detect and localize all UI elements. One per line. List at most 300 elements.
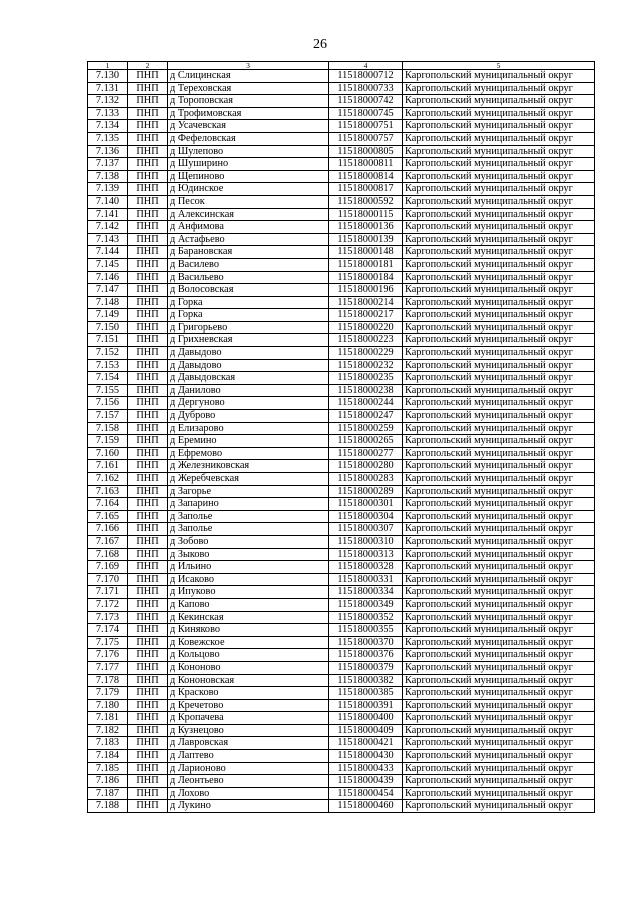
row-number-cell: 7.149: [88, 309, 128, 322]
municipal-district-cell: Каргопольский муниципальный округ: [403, 737, 595, 750]
row-number-cell: 7.175: [88, 636, 128, 649]
oktmo-code-cell: 11518000352: [329, 611, 403, 624]
municipal-district-cell: Каргопольский муниципальный округ: [403, 661, 595, 674]
settlement-name-cell: д Астафьево: [168, 233, 329, 246]
row-number-cell: 7.161: [88, 460, 128, 473]
municipal-district-cell: Каргопольский муниципальный округ: [403, 359, 595, 372]
settlement-name-cell: д Алексинская: [168, 208, 329, 221]
municipal-district-cell: Каргопольский муниципальный округ: [403, 724, 595, 737]
row-number-cell: 7.181: [88, 712, 128, 725]
row-number-cell: 7.180: [88, 699, 128, 712]
settlement-type-cell: ПНП: [128, 258, 168, 271]
table-row: [88, 460, 595, 473]
oktmo-code-cell: 11518000376: [329, 649, 403, 662]
oktmo-code-cell: 11518000421: [329, 737, 403, 750]
municipal-district-cell: Каргопольский муниципальный округ: [403, 762, 595, 775]
municipal-district-cell: Каргопольский муниципальный округ: [403, 309, 595, 322]
municipal-district-cell: Каргопольский муниципальный округ: [403, 561, 595, 574]
settlement-type-cell: ПНП: [128, 359, 168, 372]
oktmo-code-cell: 11518000430: [329, 750, 403, 763]
settlement-type-cell: ПНП: [128, 548, 168, 561]
settlement-type-cell: ПНП: [128, 561, 168, 574]
municipal-district-cell: Каргопольский муниципальный округ: [403, 296, 595, 309]
municipal-district-cell: Каргопольский муниципальный округ: [403, 183, 595, 196]
municipal-district-cell: Каргопольский муниципальный округ: [403, 473, 595, 486]
row-number-cell: 7.154: [88, 372, 128, 385]
settlement-type-cell: ПНП: [128, 170, 168, 183]
settlement-name-cell: д Леонтьево: [168, 775, 329, 788]
row-number-cell: 7.130: [88, 70, 128, 83]
settlement-name-cell: д Зыково: [168, 548, 329, 561]
table-row: [88, 762, 595, 775]
municipal-district-cell: Каргопольский муниципальный округ: [403, 221, 595, 234]
row-number-cell: 7.186: [88, 775, 128, 788]
settlement-name-cell: д Дуброво: [168, 410, 329, 423]
oktmo-code-cell: 11518000385: [329, 687, 403, 700]
table-row: [88, 535, 595, 548]
settlement-name-cell: д Анфимова: [168, 221, 329, 234]
table-row: [88, 183, 595, 196]
settlement-type-cell: ПНП: [128, 284, 168, 297]
settlement-type-cell: ПНП: [128, 221, 168, 234]
table-row: [88, 737, 595, 750]
table-row: [88, 674, 595, 687]
row-number-cell: 7.187: [88, 787, 128, 800]
oktmo-code-cell: 11518000355: [329, 624, 403, 637]
row-number-cell: 7.142: [88, 221, 128, 234]
settlement-name-cell: д Кольцово: [168, 649, 329, 662]
oktmo-code-cell: 11518000301: [329, 498, 403, 511]
oktmo-code-cell: 11518000757: [329, 132, 403, 145]
column-number-4: 4: [329, 62, 403, 70]
settlement-type-cell: ПНП: [128, 233, 168, 246]
table-row: [88, 548, 595, 561]
table-row: [88, 750, 595, 763]
municipal-district-cell: Каргопольский муниципальный округ: [403, 460, 595, 473]
oktmo-code-cell: 11518000247: [329, 410, 403, 423]
municipal-district-cell: Каргопольский муниципальный округ: [403, 510, 595, 523]
settlement-name-cell: д Василево: [168, 258, 329, 271]
table-row: [88, 573, 595, 586]
row-number-cell: 7.140: [88, 195, 128, 208]
settlement-type-cell: ПНП: [128, 649, 168, 662]
table-row: [88, 775, 595, 788]
table-row: [88, 447, 595, 460]
oktmo-code-cell: 11518000751: [329, 120, 403, 133]
table-row: [88, 787, 595, 800]
settlement-name-cell: д Заполье: [168, 523, 329, 536]
oktmo-code-cell: 11518000280: [329, 460, 403, 473]
settlement-name-cell: д Ковежское: [168, 636, 329, 649]
settlement-name-cell: д Тороповская: [168, 95, 329, 108]
table-row: [88, 523, 595, 536]
table-row: [88, 624, 595, 637]
settlement-name-cell: д Киняково: [168, 624, 329, 637]
municipal-district-cell: Каргопольский муниципальный округ: [403, 775, 595, 788]
oktmo-code-cell: 11518000115: [329, 208, 403, 221]
oktmo-code-cell: 11518000313: [329, 548, 403, 561]
table-row: [88, 82, 595, 95]
settlement-type-cell: ПНП: [128, 397, 168, 410]
municipal-district-cell: Каргопольский муниципальный округ: [403, 435, 595, 448]
row-number-cell: 7.182: [88, 724, 128, 737]
settlement-type-cell: ПНП: [128, 775, 168, 788]
oktmo-code-cell: 11518000370: [329, 636, 403, 649]
oktmo-code-cell: 11518000439: [329, 775, 403, 788]
municipal-district-cell: Каргопольский муниципальный округ: [403, 699, 595, 712]
settlement-name-cell: д Песок: [168, 195, 329, 208]
settlement-type-cell: ПНП: [128, 498, 168, 511]
oktmo-code-cell: 11518000310: [329, 535, 403, 548]
municipal-district-cell: Каргопольский муниципальный округ: [403, 347, 595, 360]
settlement-name-cell: д Слицинская: [168, 70, 329, 83]
row-number-cell: 7.160: [88, 447, 128, 460]
oktmo-code-cell: 11518000235: [329, 372, 403, 385]
row-number-cell: 7.143: [88, 233, 128, 246]
table-row: [88, 208, 595, 221]
table-row: [88, 233, 595, 246]
municipal-district-cell: Каргопольский муниципальный округ: [403, 485, 595, 498]
oktmo-code-cell: 11518000229: [329, 347, 403, 360]
oktmo-code-cell: 11518000181: [329, 258, 403, 271]
table-row: [88, 687, 595, 700]
column-number-3: 3: [168, 62, 329, 70]
municipal-district-cell: Каргопольский муниципальный округ: [403, 649, 595, 662]
row-number-cell: 7.146: [88, 271, 128, 284]
municipal-district-cell: Каргопольский муниципальный округ: [403, 132, 595, 145]
table-row: [88, 636, 595, 649]
municipal-district-cell: Каргопольский муниципальный округ: [403, 674, 595, 687]
table-row: [88, 309, 595, 322]
oktmo-code-cell: 11518000139: [329, 233, 403, 246]
settlement-type-cell: ПНП: [128, 372, 168, 385]
row-number-cell: 7.164: [88, 498, 128, 511]
settlement-type-cell: ПНП: [128, 195, 168, 208]
settlement-name-cell: д Еремино: [168, 435, 329, 448]
municipal-district-cell: Каргопольский муниципальный округ: [403, 498, 595, 511]
municipal-district-cell: Каргопольский муниципальный округ: [403, 523, 595, 536]
table-row: [88, 107, 595, 120]
oktmo-code-cell: 11518000136: [329, 221, 403, 234]
settlement-name-cell: д Шулепово: [168, 145, 329, 158]
row-number-cell: 7.151: [88, 334, 128, 347]
settlement-type-cell: ПНП: [128, 132, 168, 145]
row-number-cell: 7.167: [88, 535, 128, 548]
municipal-district-cell: Каргопольский муниципальный округ: [403, 246, 595, 259]
table-row: [88, 397, 595, 410]
row-number-cell: 7.185: [88, 762, 128, 775]
settlement-type-cell: ПНП: [128, 120, 168, 133]
settlement-type-cell: ПНП: [128, 447, 168, 460]
row-number-cell: 7.134: [88, 120, 128, 133]
table-row: [88, 498, 595, 511]
table-row: [88, 132, 595, 145]
row-number-cell: 7.184: [88, 750, 128, 763]
settlement-name-cell: д Кропачева: [168, 712, 329, 725]
row-number-cell: 7.139: [88, 183, 128, 196]
table-row: [88, 359, 595, 372]
oktmo-code-cell: 11518000328: [329, 561, 403, 574]
municipal-district-cell: Каргопольский муниципальный округ: [403, 170, 595, 183]
row-number-cell: 7.145: [88, 258, 128, 271]
row-number-cell: 7.147: [88, 284, 128, 297]
row-number-cell: 7.171: [88, 586, 128, 599]
settlement-name-cell: д Ларионово: [168, 762, 329, 775]
oktmo-code-cell: 11518000733: [329, 82, 403, 95]
row-number-cell: 7.159: [88, 435, 128, 448]
settlement-name-cell: д Ипуково: [168, 586, 329, 599]
row-number-cell: 7.132: [88, 95, 128, 108]
table-row: [88, 95, 595, 108]
municipal-district-cell: Каргопольский муниципальный округ: [403, 800, 595, 813]
municipal-district-cell: Каргопольский муниципальный округ: [403, 321, 595, 334]
municipal-district-cell: Каргопольский муниципальный округ: [403, 70, 595, 83]
row-number-cell: 7.188: [88, 800, 128, 813]
settlement-type-cell: ПНП: [128, 334, 168, 347]
settlement-type-cell: ПНП: [128, 107, 168, 120]
settlement-name-cell: д Зобово: [168, 535, 329, 548]
settlement-type-cell: ПНП: [128, 82, 168, 95]
oktmo-code-cell: 11518000331: [329, 573, 403, 586]
settlement-type-cell: ПНП: [128, 460, 168, 473]
row-number-cell: 7.153: [88, 359, 128, 372]
settlement-name-cell: д Данилово: [168, 384, 329, 397]
oktmo-code-cell: 11518000460: [329, 800, 403, 813]
settlement-name-cell: д Ильино: [168, 561, 329, 574]
settlement-name-cell: д Кононово: [168, 661, 329, 674]
settlement-name-cell: д Ефремово: [168, 447, 329, 460]
table-row: [88, 271, 595, 284]
row-number-cell: 7.168: [88, 548, 128, 561]
settlement-type-cell: ПНП: [128, 535, 168, 548]
municipal-district-cell: Каргопольский муниципальный округ: [403, 284, 595, 297]
settlement-type-cell: ПНП: [128, 347, 168, 360]
row-number-cell: 7.138: [88, 170, 128, 183]
settlement-name-cell: д Железниковская: [168, 460, 329, 473]
settlement-name-cell: д Юдинское: [168, 183, 329, 196]
oktmo-code-cell: 11518000409: [329, 724, 403, 737]
column-number-5: 5: [403, 62, 595, 70]
row-number-cell: 7.156: [88, 397, 128, 410]
row-number-cell: 7.179: [88, 687, 128, 700]
oktmo-code-cell: 11518000277: [329, 447, 403, 460]
municipal-district-cell: Каргопольский муниципальный округ: [403, 586, 595, 599]
table-row: [88, 145, 595, 158]
settlement-type-cell: ПНП: [128, 787, 168, 800]
row-number-cell: 7.135: [88, 132, 128, 145]
row-number-cell: 7.176: [88, 649, 128, 662]
table-row: [88, 561, 595, 574]
municipal-district-cell: Каргопольский муниципальный округ: [403, 195, 595, 208]
settlement-name-cell: д Давыдово: [168, 347, 329, 360]
municipal-district-cell: Каргопольский муниципальный округ: [403, 687, 595, 700]
municipal-district-cell: Каргопольский муниципальный округ: [403, 624, 595, 637]
column-number-1: 1: [88, 62, 128, 70]
settlement-type-cell: ПНП: [128, 762, 168, 775]
settlement-name-cell: д Лавровская: [168, 737, 329, 750]
settlement-type-cell: ПНП: [128, 724, 168, 737]
municipal-district-cell: Каргопольский муниципальный округ: [403, 145, 595, 158]
table-row: [88, 284, 595, 297]
settlement-name-cell: д Исаково: [168, 573, 329, 586]
municipal-district-cell: Каргопольский муниципальный округ: [403, 107, 595, 120]
settlement-name-cell: д Волосовская: [168, 284, 329, 297]
row-number-cell: 7.158: [88, 422, 128, 435]
municipal-district-cell: Каргопольский муниципальный округ: [403, 334, 595, 347]
settlement-type-cell: ПНП: [128, 510, 168, 523]
row-number-cell: 7.169: [88, 561, 128, 574]
row-number-cell: 7.133: [88, 107, 128, 120]
settlement-type-cell: ПНП: [128, 410, 168, 423]
table-row: [88, 70, 595, 83]
table-row: [88, 510, 595, 523]
settlement-type-cell: ПНП: [128, 208, 168, 221]
table-row: [88, 473, 595, 486]
municipal-district-cell: Каргопольский муниципальный округ: [403, 258, 595, 271]
settlement-name-cell: д Красково: [168, 687, 329, 700]
row-number-cell: 7.148: [88, 296, 128, 309]
oktmo-code-cell: 11518000742: [329, 95, 403, 108]
municipal-district-cell: Каргопольский муниципальный округ: [403, 787, 595, 800]
table-row: [88, 246, 595, 259]
municipal-district-cell: Каргопольский муниципальный округ: [403, 636, 595, 649]
settlement-type-cell: ПНП: [128, 636, 168, 649]
settlement-name-cell: д Лохово: [168, 787, 329, 800]
settlement-type-cell: ПНП: [128, 573, 168, 586]
table-row: [88, 699, 595, 712]
settlement-type-cell: ПНП: [128, 674, 168, 687]
row-number-cell: 7.157: [88, 410, 128, 423]
municipal-district-cell: Каргопольский муниципальный округ: [403, 410, 595, 423]
oktmo-code-cell: 11518000454: [329, 787, 403, 800]
settlement-type-cell: ПНП: [128, 183, 168, 196]
table-row: [88, 661, 595, 674]
oktmo-code-cell: 11518000811: [329, 158, 403, 171]
row-number-cell: 7.178: [88, 674, 128, 687]
oktmo-code-cell: 11518000214: [329, 296, 403, 309]
settlement-name-cell: д Кононовская: [168, 674, 329, 687]
oktmo-code-cell: 11518000259: [329, 422, 403, 435]
oktmo-code-cell: 11518000382: [329, 674, 403, 687]
oktmo-code-cell: 11518000745: [329, 107, 403, 120]
table-row: [88, 334, 595, 347]
column-number-2: 2: [128, 62, 168, 70]
table-row: [88, 422, 595, 435]
settlement-name-cell: д Васильево: [168, 271, 329, 284]
settlement-type-cell: ПНП: [128, 523, 168, 536]
row-number-cell: 7.177: [88, 661, 128, 674]
row-number-cell: 7.165: [88, 510, 128, 523]
settlement-type-cell: ПНП: [128, 422, 168, 435]
settlement-name-cell: д Усачевская: [168, 120, 329, 133]
settlement-name-cell: д Жеребчевская: [168, 473, 329, 486]
settlement-type-cell: ПНП: [128, 158, 168, 171]
row-number-cell: 7.152: [88, 347, 128, 360]
municipal-district-cell: Каргопольский муниципальный округ: [403, 208, 595, 221]
settlement-name-cell: д Горка: [168, 309, 329, 322]
table-row: [88, 384, 595, 397]
row-number-cell: 7.172: [88, 598, 128, 611]
settlement-name-cell: д Елизарово: [168, 422, 329, 435]
oktmo-code-cell: 11518000238: [329, 384, 403, 397]
row-number-cell: 7.144: [88, 246, 128, 259]
row-number-cell: 7.183: [88, 737, 128, 750]
row-number-cell: 7.136: [88, 145, 128, 158]
municipal-district-cell: Каргопольский муниципальный округ: [403, 611, 595, 624]
row-number-cell: 7.166: [88, 523, 128, 536]
oktmo-code-cell: 11518000391: [329, 699, 403, 712]
settlement-name-cell: д Давыдовская: [168, 372, 329, 385]
settlement-type-cell: ПНП: [128, 712, 168, 725]
row-number-cell: 7.174: [88, 624, 128, 637]
oktmo-code-cell: 11518000184: [329, 271, 403, 284]
settlement-name-cell: д Кекинская: [168, 611, 329, 624]
settlement-type-cell: ПНП: [128, 321, 168, 334]
table-row: [88, 712, 595, 725]
settlement-type-cell: ПНП: [128, 435, 168, 448]
settlements-table: [87, 61, 595, 813]
settlement-name-cell: д Трофимовская: [168, 107, 329, 120]
table-row: [88, 586, 595, 599]
table-row: [88, 485, 595, 498]
table-row: [88, 347, 595, 360]
row-number-cell: 7.173: [88, 611, 128, 624]
oktmo-code-cell: 11518000289: [329, 485, 403, 498]
oktmo-code-cell: 11518000592: [329, 195, 403, 208]
table-row: [88, 170, 595, 183]
settlement-name-cell: д Загорье: [168, 485, 329, 498]
settlement-name-cell: д Капово: [168, 598, 329, 611]
settlement-type-cell: ПНП: [128, 687, 168, 700]
settlement-type-cell: ПНП: [128, 586, 168, 599]
settlement-type-cell: ПНП: [128, 699, 168, 712]
table-row: [88, 649, 595, 662]
settlement-type-cell: ПНП: [128, 473, 168, 486]
table-row: [88, 598, 595, 611]
oktmo-code-cell: 11518000307: [329, 523, 403, 536]
row-number-cell: 7.141: [88, 208, 128, 221]
settlement-type-cell: ПНП: [128, 800, 168, 813]
municipal-district-cell: Каргопольский муниципальный округ: [403, 535, 595, 548]
settlement-name-cell: д Лукино: [168, 800, 329, 813]
settlement-name-cell: д Григорьево: [168, 321, 329, 334]
oktmo-code-cell: 11518000334: [329, 586, 403, 599]
municipal-district-cell: Каргопольский муниципальный округ: [403, 397, 595, 410]
table-row: [88, 800, 595, 813]
table-row: [88, 158, 595, 171]
oktmo-code-cell: 11518000379: [329, 661, 403, 674]
oktmo-code-cell: 11518000712: [329, 70, 403, 83]
table-row: [88, 221, 595, 234]
settlement-name-cell: д Лаптево: [168, 750, 329, 763]
oktmo-code-cell: 11518000433: [329, 762, 403, 775]
table-row: [88, 372, 595, 385]
municipal-district-cell: Каргопольский муниципальный округ: [403, 384, 595, 397]
municipal-district-cell: Каргопольский муниципальный округ: [403, 573, 595, 586]
municipal-district-cell: Каргопольский муниципальный округ: [403, 750, 595, 763]
oktmo-code-cell: 11518000400: [329, 712, 403, 725]
oktmo-code-cell: 11518000283: [329, 473, 403, 486]
table-row: [88, 611, 595, 624]
settlement-type-cell: ПНП: [128, 624, 168, 637]
settlement-type-cell: ПНП: [128, 70, 168, 83]
settlement-name-cell: д Барановская: [168, 246, 329, 259]
settlement-type-cell: ПНП: [128, 309, 168, 322]
settlement-name-cell: д Заполье: [168, 510, 329, 523]
municipal-district-cell: Каргопольский муниципальный округ: [403, 82, 595, 95]
municipal-district-cell: Каргопольский муниципальный округ: [403, 233, 595, 246]
settlement-name-cell: д Тереховская: [168, 82, 329, 95]
